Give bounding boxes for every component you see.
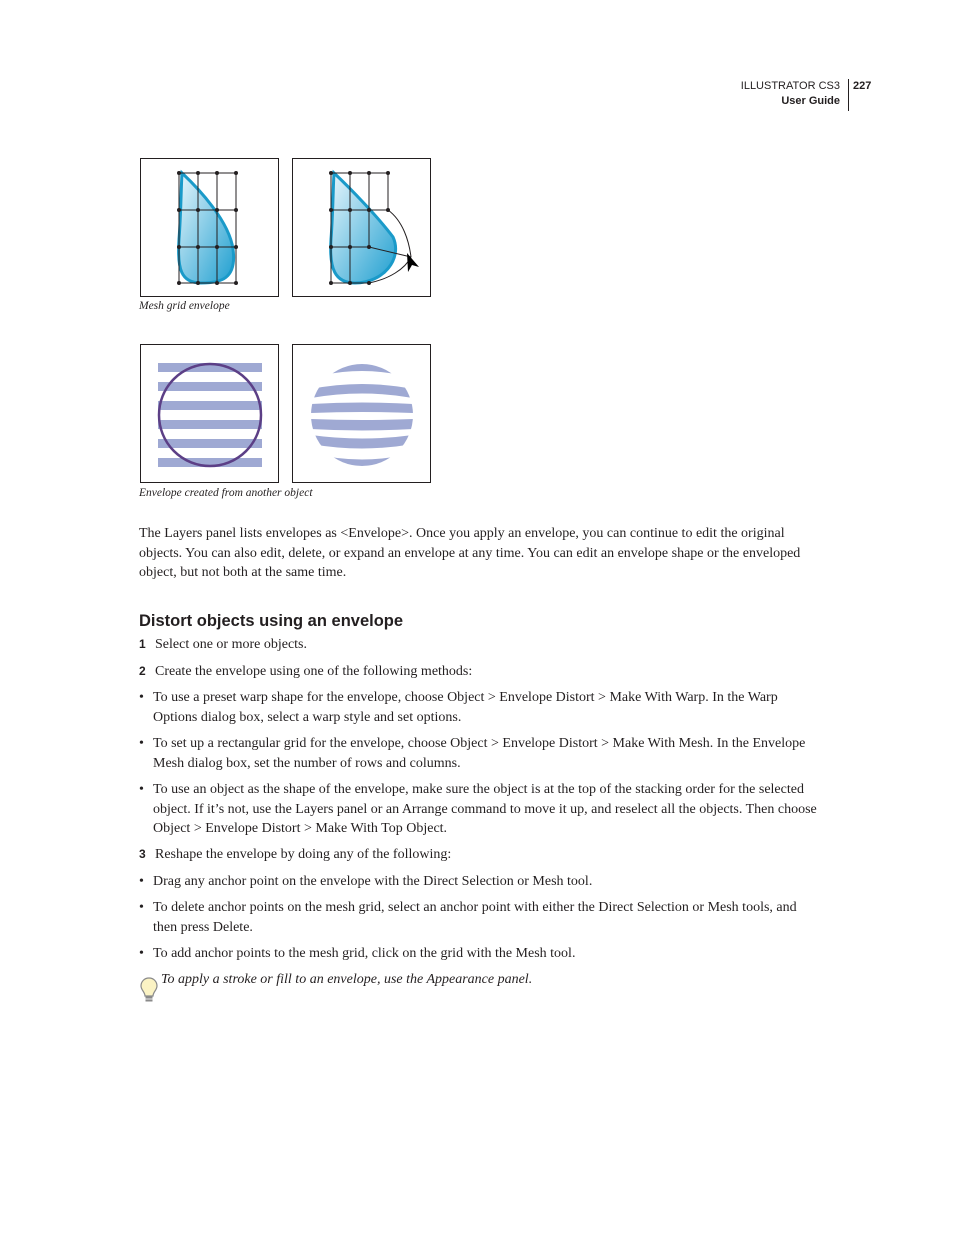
drop-shape <box>179 173 234 283</box>
guide-name: User Guide <box>781 95 840 107</box>
method-bullet <box>139 688 819 727</box>
bullet-marker: • <box>139 874 144 889</box>
section-heading: Distort objects using an envelope <box>139 612 404 630</box>
step-number: 3 <box>139 847 146 861</box>
bullet-marker: • <box>139 736 144 751</box>
mesh-figure-before <box>140 158 279 297</box>
pointer-icon <box>407 253 419 272</box>
object-figure-before <box>140 344 279 483</box>
tip-note <box>139 970 819 990</box>
method-bullet <box>139 780 819 839</box>
step-number: 2 <box>139 664 146 678</box>
figure-caption-object: Envelope created from another object <box>139 487 313 499</box>
bullet-text: To use an object as the shape of the envelope, make sure the object is at the top of the stacking order for the selected object. If it’s not, use the Layers panel or an Arrange command to move it up, and reselect all the objects. Then choose Object > Envelope Distort > Make With Top Object. <box>153 782 817 836</box>
step-text: Reshape the envelope by doing any of the following: <box>155 847 452 862</box>
mesh-after-illustration <box>293 159 432 298</box>
running-header <box>741 79 848 109</box>
warped-stripes <box>311 363 413 466</box>
mesh-figure-after <box>292 158 431 297</box>
bullet-text: To use a preset warp shape for the envelope, choose Object > Envelope Distort > Make With Warp. In the Warp Options dialog box, select a warp style and set options. <box>153 690 778 725</box>
lightbulb-icon <box>139 976 159 1004</box>
sphere-stripes-illustration <box>293 345 432 484</box>
bullet-marker: • <box>139 690 144 705</box>
reshape-bullet <box>139 872 819 892</box>
step-text: Select one or more objects. <box>155 637 308 652</box>
bullet-marker: • <box>139 782 144 797</box>
page-number: 227 <box>848 79 883 111</box>
tip-text: To apply a stroke or fill to an envelope, use the Appearance panel. <box>161 972 533 987</box>
step-1 <box>139 635 307 655</box>
intro-paragraph: The Layers panel lists envelopes as <Envelope>. Once you apply an envelope, you can continue to edit the original objects. You can also edit, delete, or expand an envelope at any time. You can edit an envelope shape or the enveloped object, but not both at the same time. <box>139 526 801 580</box>
mesh-before-illustration <box>141 159 280 298</box>
method-bullet <box>139 734 819 773</box>
bullet-text: To delete anchor points on the mesh grid, select an anchor point with either the Direct Selection or Mesh tools, and then press Delete. <box>153 900 797 935</box>
bullet-marker: • <box>139 900 144 915</box>
step-number: 1 <box>139 637 146 651</box>
bullet-marker: • <box>139 946 144 961</box>
bullet-text: Drag any anchor point on the envelope with the Direct Selection or Mesh tool. <box>153 874 593 889</box>
bullet-text: To add anchor points to the mesh grid, click on the grid with the Mesh tool. <box>153 946 576 961</box>
reshape-bullet <box>139 944 819 964</box>
step-text: Create the envelope using one of the following methods: <box>155 664 473 679</box>
figure-caption-mesh: Mesh grid envelope <box>139 300 230 312</box>
product-name: ILLUSTRATOR CS3 <box>740 80 840 92</box>
step-2 <box>139 662 472 682</box>
object-figure-after <box>292 344 431 483</box>
step-3 <box>139 845 451 865</box>
envelope-circle <box>159 364 261 466</box>
bullet-text: To set up a rectangular grid for the envelope, choose Object > Envelope Distort > Make With Mesh. In the Envelope Mesh dialog box, set the number of rows and columns. <box>153 736 806 771</box>
reshape-bullet <box>139 898 819 937</box>
drop-shape-distorted <box>331 173 396 283</box>
stripes-circle-illustration <box>141 345 280 484</box>
